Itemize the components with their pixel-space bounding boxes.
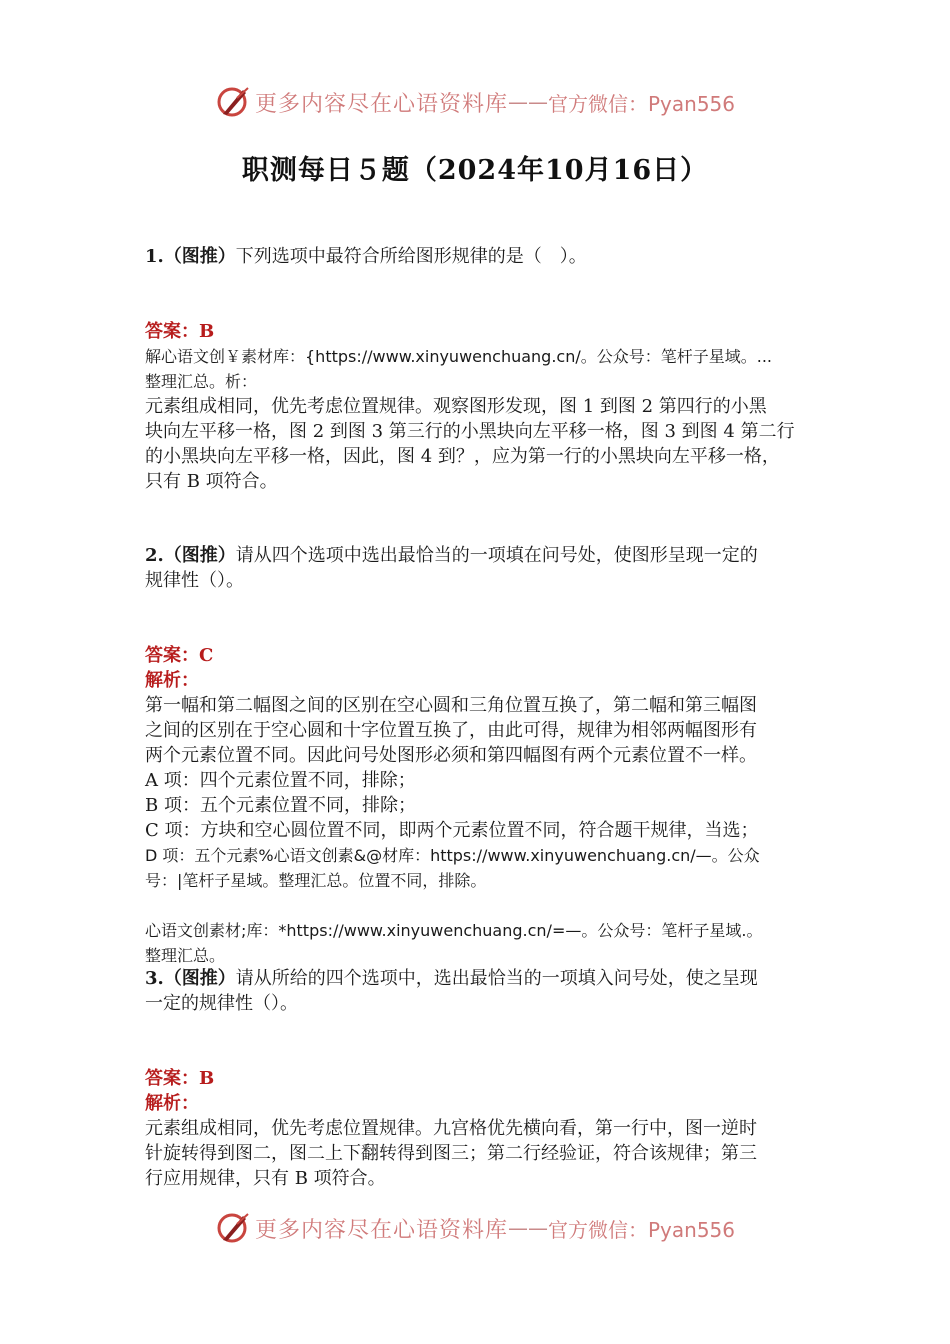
answer-2 [145, 643, 820, 968]
question-text: 下列选项中最符合所给图形规律的是（ ）。 [235, 246, 587, 267]
analysis-line: 块向左平移一格，图 2 到图 3 第三行的小黑块向左平移一格，图 3 到图 4 第二行 [145, 421, 795, 442]
question-number: 2. [145, 545, 164, 566]
analysis-line: A 项：四个元素位置不同，排除； [145, 770, 416, 791]
watermark-banner-top [0, 82, 950, 122]
analysis-line: 之间的区别在于空心圆和十字位置互换了，由此可得，规律为相邻两幅图形有 [145, 720, 757, 741]
question-text: 请从所给的四个选项中，选出最恰当的一项填入问号处，使之呈现 [235, 968, 758, 989]
analysis-line: 针旋转得到图二，图二上下翻转得到图三；第二行经验证，符合该规律；第三 [145, 1143, 757, 1164]
analysis-line: 的小黑块向左平移一格，因此，图 4 到？，应为第一行的小黑块向左平移一格， [145, 446, 780, 467]
analysis-line: 只有 B 项符合。 [145, 471, 278, 492]
question-text: 一定的规律性（）。 [145, 993, 298, 1014]
question-2-stem [145, 543, 820, 568]
question-number: 1. [145, 246, 164, 267]
watermark-noise-line: 心语文创素材;库：*https://www.xinyuwenchuang.cn/=—。公众号：笔杆子星域.。 [145, 921, 763, 940]
watermark-brand: 更多内容尽在心语资料库 [254, 1217, 508, 1243]
watermark-handle: 官方微信：Pyan556 [548, 1217, 736, 1242]
answer-1 [145, 319, 820, 494]
question-1 [145, 244, 820, 269]
watermark-noise-line: D 项：五个元素%心语文创素&@材库：https://www.xinyuwenchuang.cn/—。公众 [145, 846, 760, 865]
analysis-label: 解析： [145, 670, 199, 691]
analysis-label: 解析： [145, 1093, 199, 1114]
analysis-line: C 项：方块和空心圆位置不同，即两个元素位置不同，符合题干规律，当选； [145, 820, 759, 841]
question-tag: （图推） [163, 545, 236, 566]
analysis-line: 元素组成相同，优先考虑位置规律。观察图形发现，图 1 到图 2 第四行的小黑 [145, 396, 767, 417]
watermark-banner-bottom [0, 1208, 950, 1248]
page-title: 职测每日５题（2024年10月16日） [241, 155, 709, 186]
question-tag: （图推） [163, 968, 236, 989]
question-3 [145, 966, 820, 1016]
quill-logo-icon [215, 84, 251, 120]
question-3-stem [145, 966, 820, 991]
analysis-line: 元素组成相同，优先考虑位置规律。九宫格优先横向看，第一行中，图一逆时 [145, 1118, 757, 1139]
watermark-noise-line: 整理汇总。 [145, 946, 226, 965]
answer-label: 答案：C [145, 645, 214, 666]
watermark-separator: —— [508, 90, 548, 114]
analysis-line: 两个元素位置不同。因此问号处图形必须和第四幅图有两个元素位置不一样。 [145, 745, 757, 766]
watermark-handle: 官方微信：Pyan556 [548, 91, 736, 116]
spacer [145, 893, 820, 918]
watermark-separator: —— [508, 1216, 548, 1240]
question-1-stem [145, 244, 820, 269]
question-tag: （图推） [163, 246, 236, 267]
answer-3 [145, 1066, 820, 1191]
analysis-line: B 项：五个元素位置不同，排除； [145, 795, 416, 816]
question-text: 规律性（）。 [145, 570, 244, 591]
question-2 [145, 543, 820, 593]
analysis-line: 行应用规律，只有 B 项符合。 [145, 1168, 386, 1189]
watermark-noise-line: 整理汇总。析： [145, 372, 258, 391]
answer-label: 答案：B [145, 321, 215, 342]
analysis-line: 第一幅和第二幅图之间的区别在空心圆和三角位置互换了，第二幅和第三幅图 [145, 695, 757, 716]
answer-label: 答案：B [145, 1068, 215, 1089]
watermark-noise-line: 解心语文创￥素材库：{https://www.xinyuwenchuang.cn/。公众号：笔杆子星域。... [145, 347, 772, 366]
question-text: 请从四个选项中选出最恰当的一项填在问号处，使图形呈现一定的 [235, 545, 758, 566]
quill-logo-icon [215, 1210, 251, 1246]
watermark-noise-line: 号：|笔杆子星域。整理汇总。位置不同，排除。 [145, 871, 487, 890]
watermark-brand: 更多内容尽在心语资料库 [254, 91, 508, 117]
question-number: 3. [145, 968, 164, 989]
